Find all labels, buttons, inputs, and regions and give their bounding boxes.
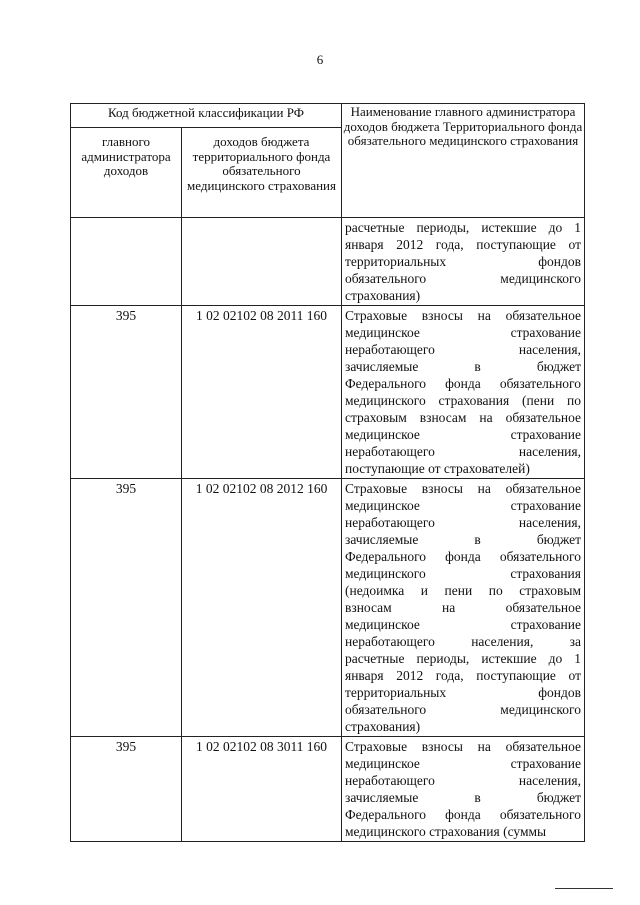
income-name-cell: [342, 306, 585, 479]
income-name-cell: [342, 218, 585, 306]
name-line: зачисляемые в бюджет: [345, 790, 581, 805]
admin-code-cell: [71, 218, 182, 306]
income-name-cell: [342, 479, 585, 737]
name-line: неработающего населения,: [345, 515, 581, 530]
name-line: территориальных фондов: [345, 685, 581, 700]
footer-divider: [555, 888, 613, 889]
name-line: неработающего населения,: [345, 773, 581, 788]
name-line: неработающего населения,: [345, 342, 581, 357]
income-code-cell: [182, 218, 342, 306]
header-kbk-group: Код бюджетной классификации РФ: [71, 104, 342, 128]
name-line: медицинское страхование: [345, 756, 581, 771]
header-income-column: доходов бюджета территориального фонда обязательного медицинского страхования: [182, 128, 342, 218]
table-row: [71, 479, 585, 737]
name-line: Страховые взносы на обязательное: [345, 739, 581, 754]
table-body: [71, 104, 585, 842]
name-line: (недоимка и пени по страховым: [345, 583, 581, 598]
income-name-cell: [342, 737, 585, 842]
page-number: 6: [316, 52, 324, 67]
name-line: января 2012 года, поступающие от: [345, 668, 581, 683]
name-line: января 2012 года, поступающие от: [345, 237, 581, 252]
name-line: Федерального фонда обязательного: [345, 807, 581, 822]
name-line: медицинское страхование: [345, 498, 581, 513]
name-line: обязательного медицинского: [345, 702, 581, 717]
name-line: медицинское страхование: [345, 617, 581, 632]
income-code-cell: 1 02 02102 08 2012 160: [182, 479, 342, 737]
name-line: медицинское страхование: [345, 325, 581, 340]
name-line: Федерального фонда обязательного: [345, 376, 581, 391]
income-code-cell: 1 02 02102 08 3011 160: [182, 737, 342, 842]
name-line: страховым взносам на обязательное: [345, 410, 581, 425]
admin-code-cell: 395: [71, 479, 182, 737]
name-line: зачисляемые в бюджет: [345, 532, 581, 547]
name-line: медицинское страхование: [345, 427, 581, 442]
admin-code-cell: 395: [71, 306, 182, 479]
name-line: расчетные периоды, истекшие до 1: [345, 220, 581, 235]
name-line: медицинского страхования (суммы: [345, 824, 547, 839]
name-line: Страховые взносы на обязательное: [345, 481, 581, 496]
name-line: Страховые взносы на обязательное: [345, 308, 581, 323]
name-line: зачисляемые в бюджет: [345, 359, 581, 374]
table-row: [71, 218, 585, 306]
name-line: медицинского страхования (пени по: [345, 393, 581, 408]
admin-code-cell: 395: [71, 737, 182, 842]
name-line: расчетные периоды, истекшие до 1: [345, 651, 581, 666]
name-line: Федерального фонда обязательного: [345, 549, 581, 564]
table-row: [71, 306, 585, 479]
name-line: неработающего населения, за: [345, 634, 581, 649]
name-line: обязательного медицинского: [345, 271, 581, 286]
name-line: неработающего населения,: [345, 444, 581, 459]
name-line: страхования): [345, 288, 421, 303]
budget-classification-table: [70, 103, 585, 842]
header-admin-column: главного администратора доходов: [71, 128, 182, 218]
name-line: медицинского страхования: [345, 566, 581, 581]
name-line: поступающие от страхователей): [345, 461, 530, 476]
name-line: взносам на обязательное: [345, 600, 581, 615]
header-name-column: Наименование главного администратора доходов бюджета Территориального фонда обязательного медицинского страхования: [342, 104, 585, 218]
table-row: [71, 737, 585, 842]
header-row-top: [71, 104, 585, 128]
name-line: страхования): [345, 719, 421, 734]
name-line: территориальных фондов: [345, 254, 581, 269]
income-code-cell: 1 02 02102 08 2011 160: [182, 306, 342, 479]
